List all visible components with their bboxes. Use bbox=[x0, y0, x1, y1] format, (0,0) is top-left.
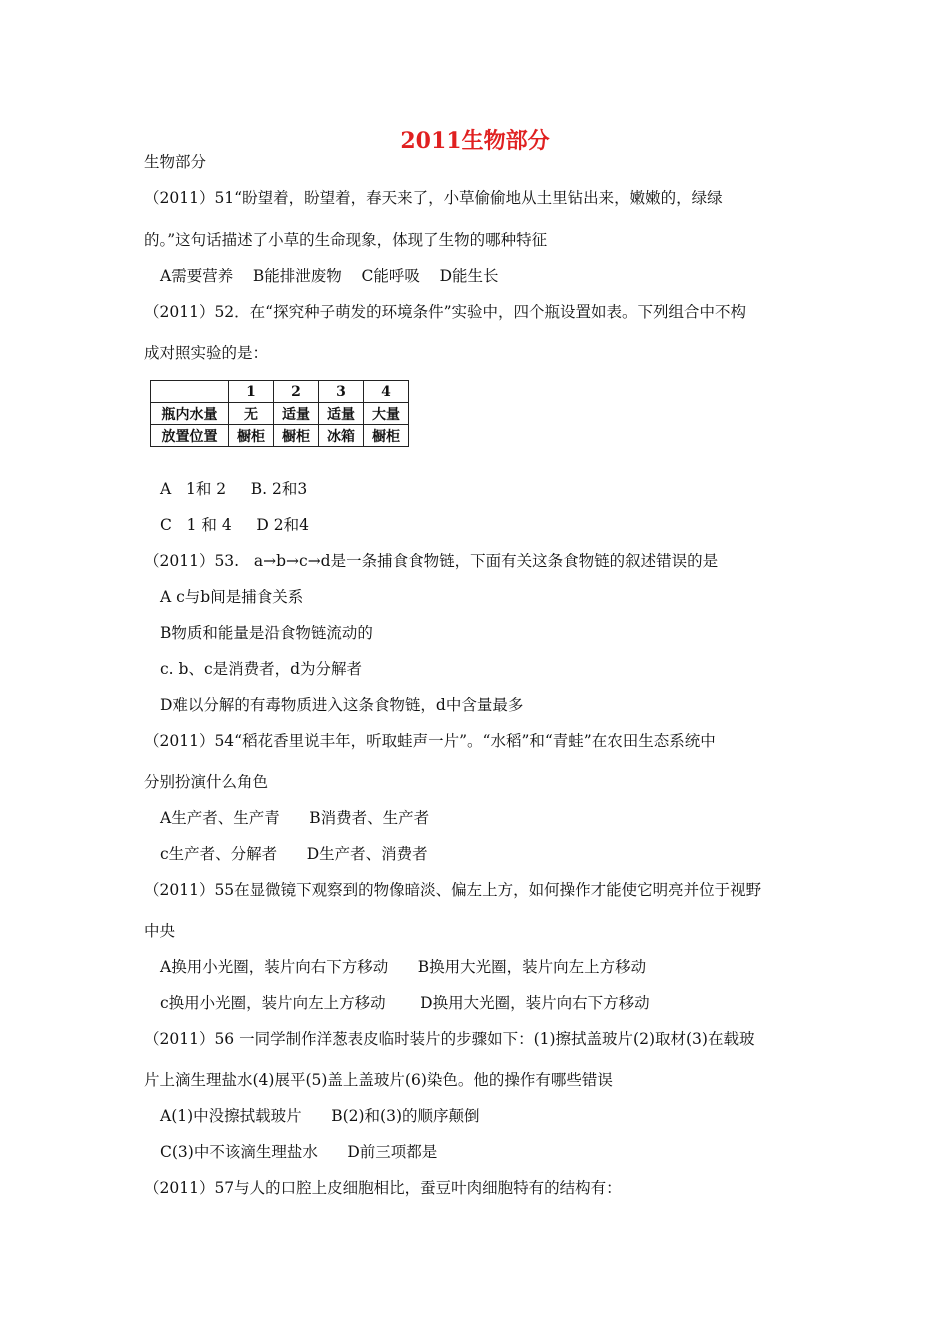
section-heading: 生物部分 bbox=[144, 153, 207, 171]
table-cell: 放置位置 bbox=[151, 425, 229, 447]
question-53-option-d: D难以分解的有毒物质进入这条食物链，d中含量最多 bbox=[160, 696, 524, 714]
table-header-row bbox=[151, 381, 409, 403]
question-55-line-2: 中央 bbox=[144, 922, 176, 940]
question-56-options-ab: A(1)中没擦拭载玻片 B(2)和(3)的顺序颠倒 bbox=[160, 1107, 480, 1125]
question-52-line-2: 成对照实验的是： bbox=[144, 344, 269, 362]
question-51-line-1: （2011）51“盼望着，盼望着，春天来了，小草偷偷地从土里钻出来，嫩嫩的，绿绿 bbox=[144, 189, 723, 207]
question-56-line-1: （2011）56 一同学制作洋葱表皮临时装片的步骤如下：(1)擦拭盖玻片(2)取材(3)在载玻 bbox=[144, 1030, 755, 1048]
question-56-line-2: 片上滴生理盐水(4)展平(5)盖上盖玻片(6)染色。他的操作有哪些错误 bbox=[144, 1071, 613, 1089]
question-52-line-1: （2011）52．在“探究种子萌发的环境条件”实验中，四个瓶设置如表。下列组合中不构 bbox=[144, 303, 747, 321]
question-56-options-cd: C(3)中不该滴生理盐水 D前三项都是 bbox=[160, 1143, 438, 1161]
question-55-line-1: （2011）55在显微镜下观察到的物像暗淡、偏左上方，如何操作才能使它明亮并位于视野 bbox=[144, 881, 762, 899]
question-53-option-a: A c与b间是捕食关系 bbox=[160, 588, 304, 606]
table-cell: 瓶内水量 bbox=[151, 403, 229, 425]
question-53-option-b: B物质和能量是沿食物链流动的 bbox=[160, 624, 373, 642]
table-cell: 适量 bbox=[319, 403, 364, 425]
table-cell: 3 bbox=[319, 381, 364, 403]
table-cell: 冰箱 bbox=[319, 425, 364, 447]
question-51-options: A需要营养 B能排泄废物 C能呼吸 D能生长 bbox=[160, 267, 499, 285]
table-row bbox=[151, 425, 409, 447]
table-cell: 橱柜 bbox=[229, 425, 274, 447]
table-cell: 橱柜 bbox=[274, 425, 319, 447]
table-cell bbox=[151, 381, 229, 403]
question-54-options-ab: A生产者、生产青 B消费者、生产者 bbox=[160, 809, 430, 827]
question-55-options-ab: A换用小光圈，装片向右下方移动 B换用大光圈，装片向左上方移动 bbox=[160, 958, 647, 976]
table-cell: 1 bbox=[229, 381, 274, 403]
question-52-options-ab: A 1和 2 B. 2和3 bbox=[160, 480, 308, 498]
question-53-stem: （2011）53. a→b→c→d是一条捕食食物链，下面有关这条食物链的叙述错误的是 bbox=[144, 552, 719, 570]
table-row bbox=[151, 403, 409, 425]
question-53-option-c: c. b、c是消费者，d为分解者 bbox=[160, 660, 363, 678]
question-52-options-cd: C 1 和 4 D 2和4 bbox=[160, 516, 309, 534]
question-55-options-cd: c换用小光圈，装片向左上方移动 D换用大光圈，装片向右下方移动 bbox=[160, 994, 650, 1012]
table-cell: 无 bbox=[229, 403, 274, 425]
page-title: 2011生物部分 bbox=[400, 128, 550, 154]
seed-experiment-table bbox=[150, 380, 409, 447]
question-57-stem: （2011）57与人的口腔上皮细胞相比，蚕豆叶肉细胞特有的结构有： bbox=[144, 1179, 622, 1197]
table-cell: 适量 bbox=[274, 403, 319, 425]
question-51-line-2: 的。”这句话描述了小草的生命现象，体现了生物的哪种特征 bbox=[144, 231, 548, 249]
question-54-options-cd: c生产者、分解者 D生产者、消费者 bbox=[160, 845, 428, 863]
question-54-line-2: 分别扮演什么角色 bbox=[144, 773, 269, 791]
table-cell: 橱柜 bbox=[364, 425, 409, 447]
table-cell: 大量 bbox=[364, 403, 409, 425]
question-54-line-1: （2011）54“稻花香里说丰年，听取蛙声一片”。“水稻”和“青蛙”在农田生态系统中 bbox=[144, 732, 716, 750]
table-cell: 2 bbox=[274, 381, 319, 403]
table-cell: 4 bbox=[364, 381, 409, 403]
